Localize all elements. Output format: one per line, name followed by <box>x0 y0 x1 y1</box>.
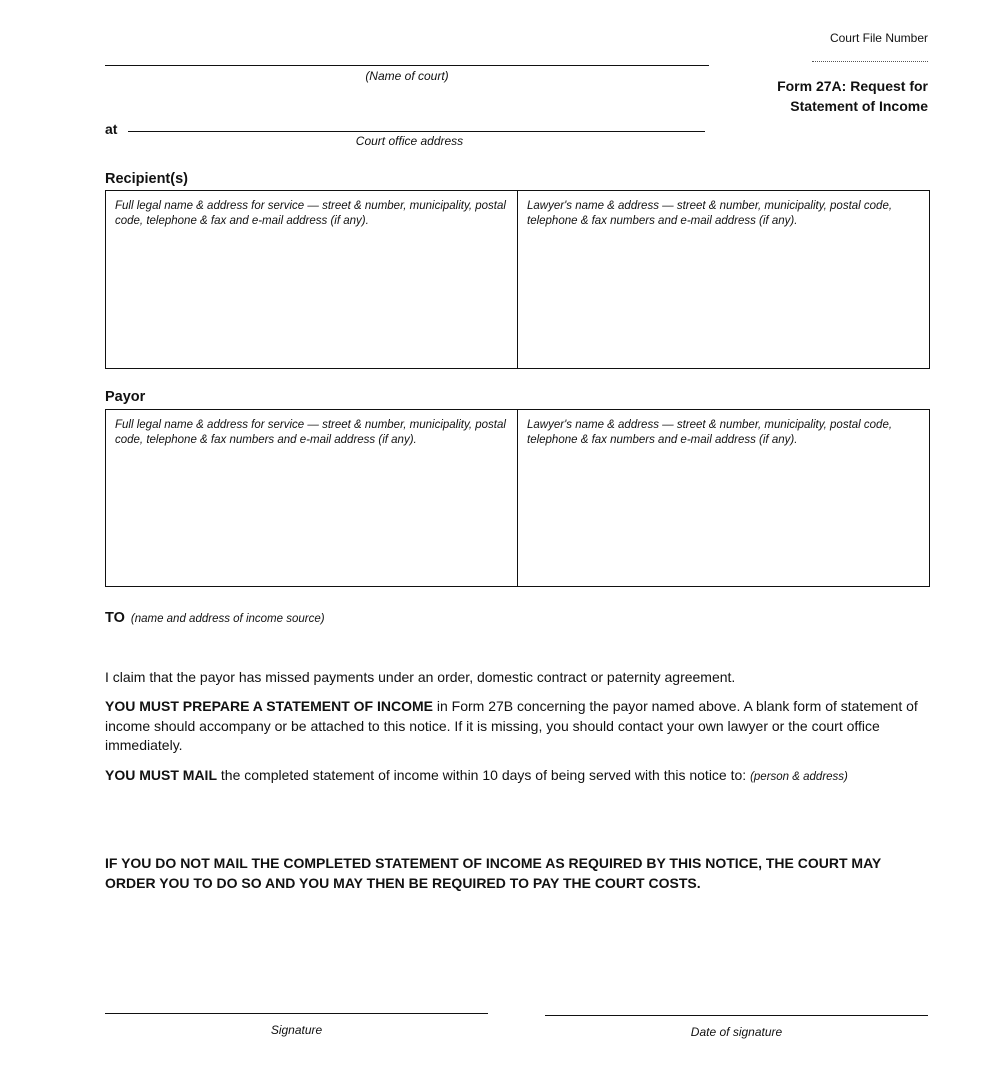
form-title-line1: Form 27A: Request for <box>777 78 928 94</box>
payor-box <box>105 409 930 587</box>
court-file-number-field[interactable] <box>812 61 928 62</box>
mail-note: (person & address) <box>750 771 848 783</box>
recipient-lawyer-cell[interactable]: Lawyer's name & address — street & number, municipality, postal code, telephone & fax numbers and e-mail address (if any). <box>517 191 929 368</box>
payor-lawyer-cell[interactable]: Lawyer's name & address — street & number, municipality, postal code, telephone & fax numbers and e-mail address (if any). <box>517 410 929 586</box>
to-note: (name and address of income source) <box>130 613 325 625</box>
at-label: at <box>105 121 118 137</box>
court-name-field[interactable] <box>105 65 709 66</box>
recipient-address-cell[interactable]: Full legal name & address for service — street & number, municipality, postal code, telephone & fax and e-mail address (if any). <box>115 200 506 227</box>
mail-rest: the completed statement of income within 10 days of being served with this notice to: <box>217 767 751 783</box>
payor-address-cell[interactable]: Full legal name & address for service — street & number, municipality, postal code, telephone & fax numbers and e-mail address (if any). <box>115 419 506 446</box>
prepare-bold: YOU MUST PREPARE A STATEMENT OF INCOME <box>105 698 433 714</box>
prepare-rest: in Form 27B concerning the payor named above. A blank form of statement of income should accompany or be attached to this notice. If it is missing, you should contact your own lawyer or the court office immediately. <box>105 698 918 753</box>
warning-paragraph: IF YOU DO NOT MAIL THE COMPLETED STATEMENT OF INCOME AS REQUIRED BY THIS NOTICE, THE COURT MAY ORDER YOU TO DO SO AND YOU MAY THEN BE REQUIRED TO PAY THE COURT COSTS. <box>105 855 882 891</box>
form-title <box>700 76 928 116</box>
recipients-box <box>105 190 930 369</box>
court-name-label: (Name of court) <box>365 69 449 83</box>
date-of-signature-label: Date of signature <box>690 1025 783 1039</box>
date-of-signature-field[interactable] <box>545 1015 928 1016</box>
to-label: TO <box>105 610 125 626</box>
form-title-line2: Statement of Income <box>790 98 928 114</box>
court-address-label: Court office address <box>355 134 464 148</box>
payor-title: Payor <box>105 389 146 405</box>
court-address-field[interactable] <box>128 131 705 132</box>
prepare-paragraph <box>105 697 933 756</box>
court-file-number-label: Court File Number <box>829 31 928 45</box>
signature-label: Signature <box>270 1023 323 1037</box>
mail-paragraph <box>105 766 933 788</box>
signature-field[interactable] <box>105 1013 488 1014</box>
claim-paragraph: I claim that the payor has missed payments under an order, domestic contract or paternity agreement. <box>105 669 736 685</box>
to-row[interactable] <box>105 610 325 626</box>
recipients-title: Recipient(s) <box>105 171 188 187</box>
mail-bold: YOU MUST MAIL <box>105 767 217 783</box>
